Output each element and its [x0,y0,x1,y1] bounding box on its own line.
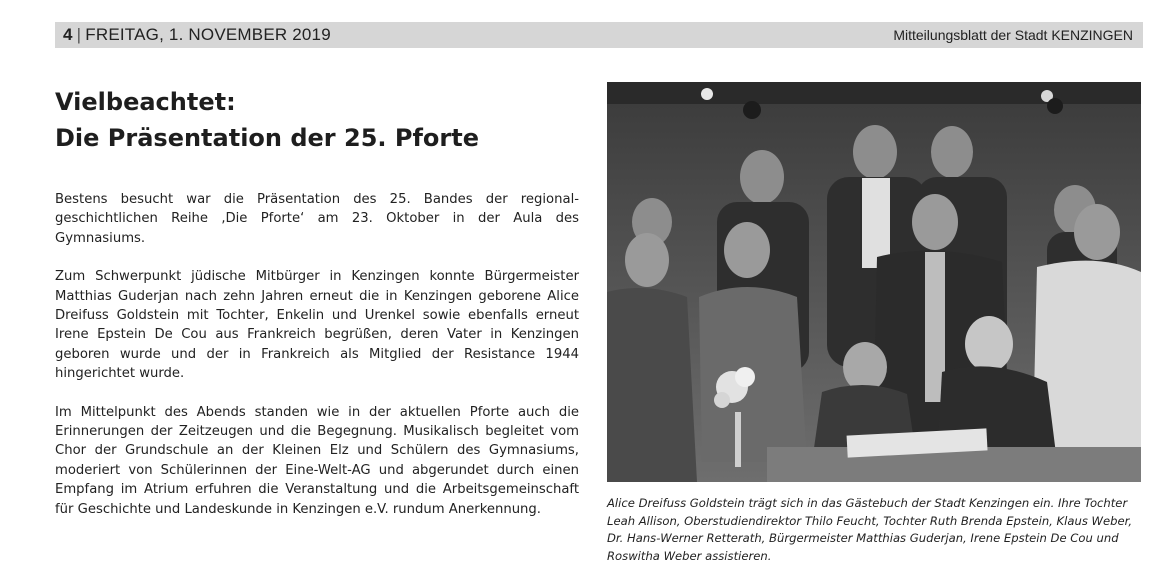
group-photo-illustration [607,82,1141,482]
article-paragraph: Zum Schwerpunkt jüdische Mitbürger in Kenzingen konnte Bürgermeister Matthias Guderjan nach zehn Jahren erneut die in Kenzingen geborene Alice Dreifuss Goldstein mit Tochter, Enkelin und Urenkel sowie ebenfalls erneut Irene Epstein De Cou aus Frankreich begrüßen, deren Vater in Kenzingen geboren wurde und der in Frankreich als Mitglied der Resistance 1944 hingerichtet wurde. [55,269,579,382]
article-paragraph: Bestens besucht war die Präsentation des 25. Bandes der regional-geschichtlichen Reihe ‚Die Pforte‘ am 23. Oktober in der Aula des Gymnasiums. [55,192,579,246]
article-paragraph: Im Mittelpunkt des Abends standen wie in der aktuellen Pforte auch die Erinnerungen der Zeitzeugen und die Begegnung. Musikalisch begleitet vom Chor der Grundschule an der Kleinen Elz und Schülern des Gymnasiums, moderiert von Schülerinnen der Eine-Welt-AG und abgerundet durch einen Empfang im Atrium erfuhren die Veranstaltung und die Arbeitsgemeinschaft für Geschichte und Landeskunde in Kenzingen e.V. rundum Anerkennung. [55,404,579,517]
article-body [55,190,579,538]
photo-caption: Alice Dreifuss Goldstein trägt sich in das Gästebuch der Stadt Kenzingen ein. Ihre Tochter Leah Allison, Oberstudiendirektor Thilo Feucht, Tochter Ruth Brenda Epstein, Klaus Weber, Dr. Hans-Werner Retterath, Bürgermeister Matthias Guderjan, Irene Epstein De Cou und Roswitha Weber assistieren. [607,496,1133,563]
header-left [63,25,331,45]
article-headline [55,84,575,156]
page-header [55,22,1143,48]
header-separator: | [76,25,82,44]
headline-line-2: Die Präsentation der 25. Pforte [55,124,479,152]
page-number: 4 [63,25,73,44]
article-photo [607,82,1141,482]
publication-name: Mitteilungsblatt der Stadt KENZINGEN [893,27,1133,43]
headline-line-1: Vielbeachtet: [55,88,236,116]
issue-date: FREITAG, 1. NOVEMBER 2019 [85,25,331,44]
